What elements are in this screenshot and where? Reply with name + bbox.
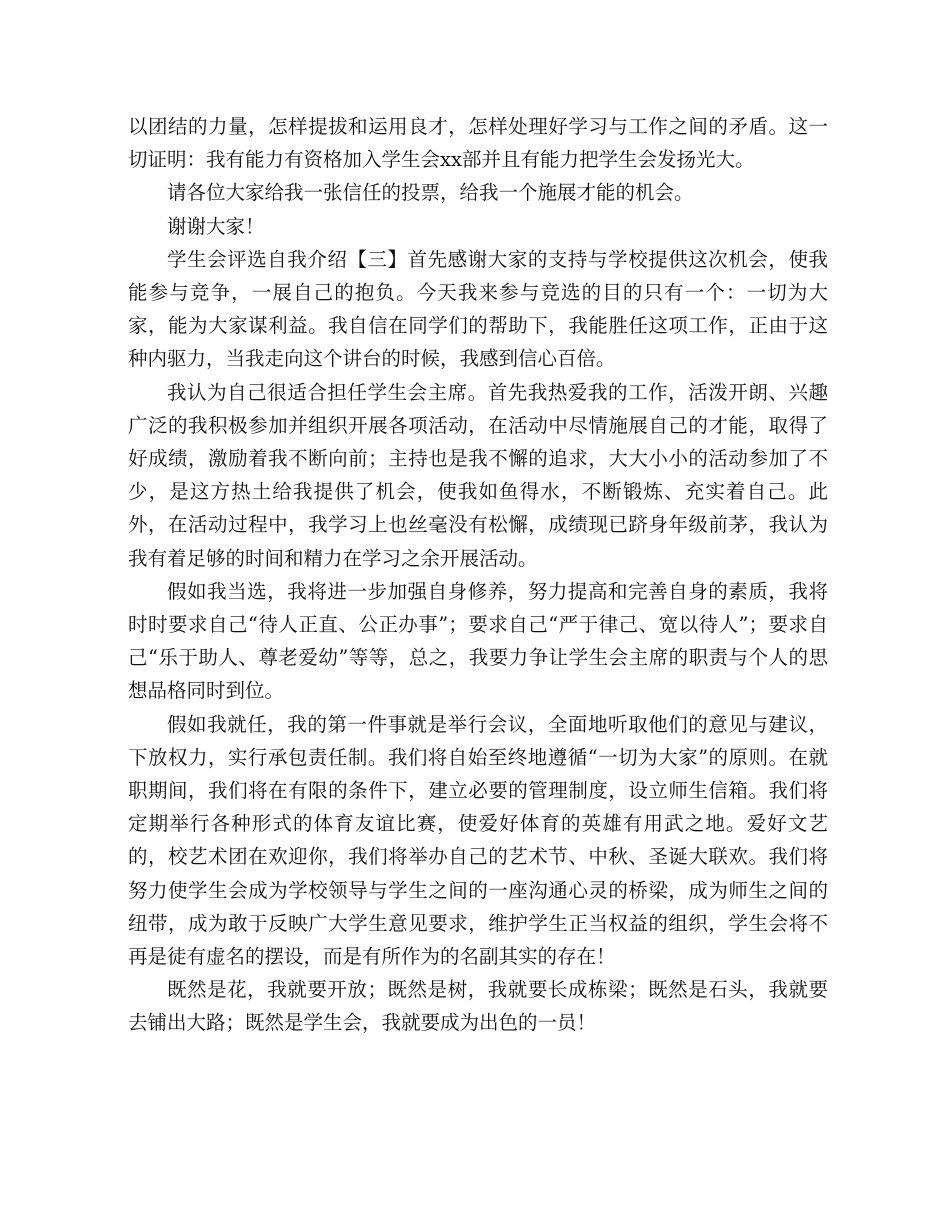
- paragraph-if-appointed: 假如我就任，我的第一件事就是举行会议，全面地听取他们的意见与建议，下放权力，实行承包责任制。我们将自始至终地遵循“一切为大家”的原则。在就职期间，我们将在有限的条件下，建立必要的管理制度，设立师生信箱。我们将定期举行各种形式的体育友谊比赛，使爱好体育的英雄有用武之地。爱好文艺的，校艺术团在欢迎你，我们将举办自己的艺术节、中秋、圣诞大联欢。我们将努力使学生会成为学校领导与学生之间的一座沟通心灵的桥梁，成为师生之间的纽带，成为敢于反映广大学生意见要求，维护学生正当权益的组织，学生会将不再是徒有虚名的摆设，而是有所作为的名副其实的存在！: [128, 712, 828, 969]
- paragraph-thanks: 谢谢大家！: [167, 214, 265, 238]
- paragraph-if-elected: 假如我当选，我将进一步加强自身修养，努力提高和完善自身的素质，我将时时要求自己“待人正直、公正办事”；要求自己“严于律己、宽以待人”；要求自己“乐于助人、尊老爱幼”等等，总之，我要力争让学生会主席的职责与个人的思想品格同时到位。: [128, 579, 828, 703]
- paragraph-continuation: 以团结的力量，怎样提拔和运用良才，怎样处理好学习与工作之间的矛盾。这一切证明：我有能力有资格加入学生会xx部并且有能力把学生会发扬光大。: [128, 115, 828, 172]
- paragraph-vote-request: 请各位大家给我一张信任的投票，给我一个施展才能的机会。: [167, 181, 694, 205]
- paragraph-introduction-three: 学生会评选自我介绍【三】首先感谢大家的支持与学校提供这次机会，使我能参与竞争，一展自己的抱负。今天我来参与竞选的目的只有一个：一切为大家，能为大家谋利益。我自信在同学们的帮助下，我能胜任这项工作，正由于这种内驱力，当我走向这个讲台的时候，我感到信心百倍。: [128, 247, 828, 371]
- document-page: [128, 110, 828, 1040]
- paragraph-suitability: 我认为自己很适合担任学生会主席。首先我热爱我的工作，活泼开朗、兴趣广泛的我积极参加并组织开展各项活动，在活动中尽情施展自己的才能，取得了好成绩，激励着我不断向前；主持也是我不懈的追求，大大小小的活动参加了不少，是这方热土给我提供了机会，使我如鱼得水，不断锻炼、充实着自己。此外，在活动过程中，我学习上也丝毫没有松懈，成绩现已跻身年级前茅，我认为我有着足够的时间和精力在学习之余开展活动。: [128, 380, 828, 570]
- paragraph-closing: 既然是花，我就要开放；既然是树，我就要长成栋梁；既然是石头，我就要去铺出大路；既然是学生会，我就要成为出色的一员！: [128, 978, 828, 1035]
